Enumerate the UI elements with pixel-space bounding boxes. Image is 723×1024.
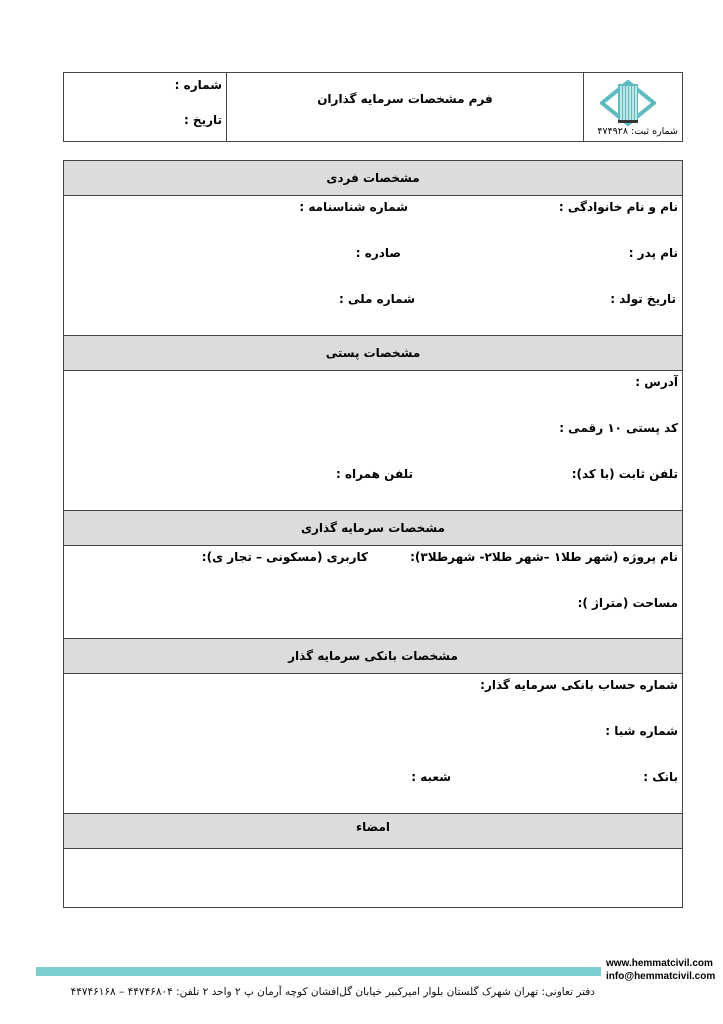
landline-label: تلفن ثابت (با کد): [571, 467, 678, 481]
address-label: آدرس : [635, 375, 678, 389]
section-header-signature [64, 813, 682, 849]
section-header-personal [64, 160, 682, 196]
issued-label: صادره : [355, 246, 401, 260]
section-title-investment: مشخصات سرمایه گذاری [301, 521, 445, 535]
section-title-personal: مشخصات فردی [326, 171, 420, 185]
area-label: مساحت (متراژ ): [577, 596, 678, 610]
building-logo-icon [600, 80, 656, 126]
project-name-label: نام پروژه (شهر طلا۱ –شهر طلا۲- شهرطلا۳): [410, 550, 678, 564]
section-header-postal [64, 335, 682, 371]
full-name-label: نام و نام خانوادگی : [558, 200, 678, 214]
number-label: شماره : [174, 78, 222, 92]
id-number-label: شماره شناسنامه : [299, 200, 408, 214]
section-title-postal: مشخصات پستی [325, 346, 421, 360]
birth-date-label: تاریخ تولد : [610, 292, 676, 306]
national-code-label: شماره ملی : [339, 292, 415, 306]
footer-teal-bar [36, 967, 601, 976]
bank-label: بانک : [643, 770, 678, 784]
usage-label: کاربری (مسکونی – تجار ی): [201, 550, 368, 564]
section-title-signature: امضاء [355, 820, 390, 834]
branch-label: شعبه : [411, 770, 451, 784]
mobile-label: تلفن همراه : [335, 467, 413, 481]
postal-code-label: کد پستی ۱۰ رقمی : [559, 421, 678, 435]
website-link[interactable]: www.hemmatcivil.com [606, 958, 713, 969]
account-number-label: شماره حساب بانکی سرمایه گذار: [480, 678, 678, 692]
sheba-label: شماره شبا : [605, 724, 678, 738]
father-name-label: نام پدر : [628, 246, 678, 260]
date-label: تاریخ : [183, 113, 222, 127]
office-address: دفتر تعاونی: تهران شهرک گلستان بلوار امیرکبیر خیابان گل‌افشان کوچه آرمان پ ۲ واحد ۲ تلفن: ۴۴۷۴۶۸۰۴ – ۴۴۷۴۶۱۶۸ [70, 986, 595, 998]
section-header-investment [64, 510, 682, 546]
section-header-bank [64, 638, 682, 674]
header-divider-left [226, 72, 227, 142]
email-link[interactable]: info@hemmatcivil.com [606, 971, 716, 982]
page-title: فرم مشخصات سرمایه گذاران [317, 92, 493, 106]
registration-number: شماره ثبت: ۴۷۴۹۲۸ [597, 126, 678, 137]
section-title-bank: مشخصات بانکی سرمایه گذار [288, 649, 458, 663]
header-divider-right [583, 72, 584, 142]
